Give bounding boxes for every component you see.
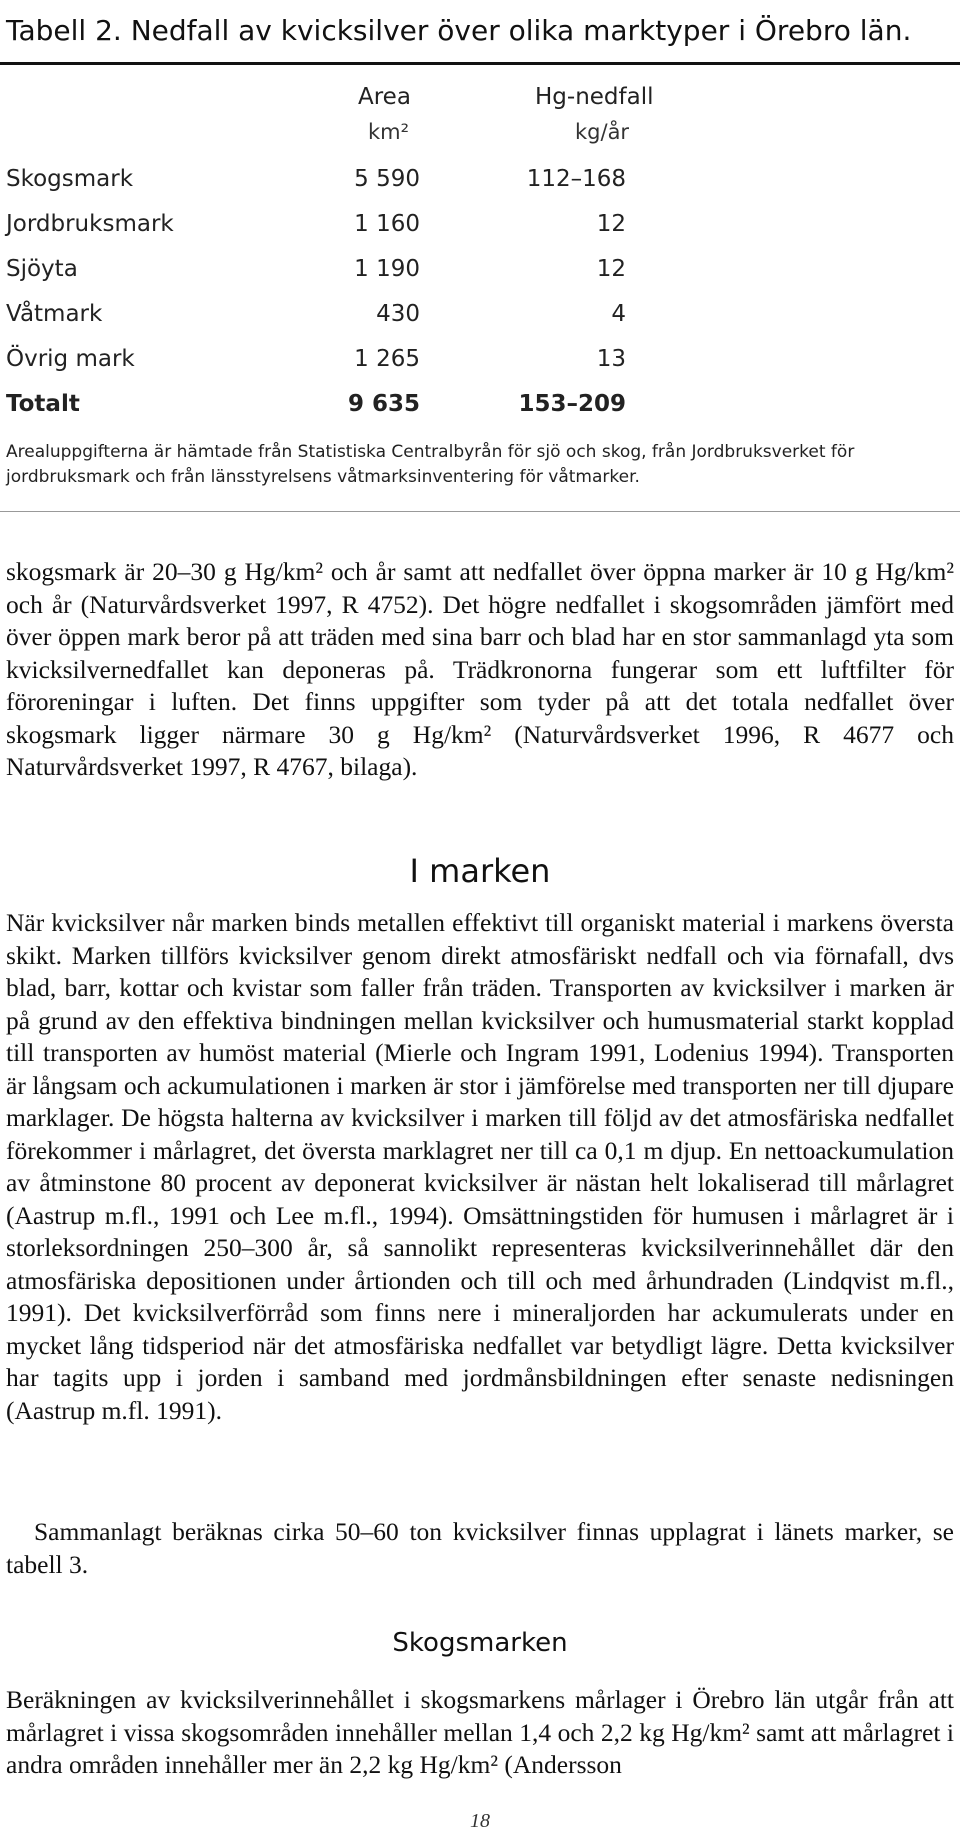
section-heading-skogsmarken: Skogsmarken <box>392 1628 568 1658</box>
table-row <box>6 166 626 206</box>
row-label: Våtmark <box>6 301 103 327</box>
column-header-area: Area <box>358 84 411 110</box>
row-label: Övrig mark <box>6 346 135 372</box>
row-area: 1 265 <box>354 346 420 372</box>
total-hg: 153–209 <box>518 391 626 417</box>
row-hg: 13 <box>596 346 626 372</box>
section-heading-marken: I marken <box>409 852 551 890</box>
row-hg: 4 <box>611 301 626 327</box>
paragraph-2: När kvicksilver når marken binds metallen effektivt till organiskt material i markens översta skikt. Marken tillförs kvicksilver genom direkt atmosfäriskt nedfall och via förnafall, dvs blad, barr, kottar och kvistar som faller från träden. Transporten av kvicksilver i marken är på grund av den effektiva bindningen mellan kvicksilver och humusmaterial starkt kopplad till transporten av humöst material (Mierle och Ingram 1991, Lodenius 1994). Transporten är långsam och ackumulationen i marken är stor i jämförelse med transporten ner till djupare marklager. De högsta halterna av kvicksilver i marken till följd av det atmosfäriska nedfallet förekommer i mårlagret, det översta marklagret ner till ca 0,1 m djup. En nettoackumulation av åtminstone 80 procent av deponerat kvicksilver är nästan helt lokaliserad till mårlagret (Aastrup m.fl., 1991 och Lee m.fl., 1994). Omsättningstiden för humusen i mårlagret är i storleksordningen 250–300 år, så sannolikt representeras kvicksilverinnehållet där den atmosfäriska depositionen under årtionden och till och med århundraden (Lindqvist m.fl., 1991). Det kvicksilverförråd som finns nere i mineraljorden har ackumulerats under en mycket lång tidsperiod när det atmosfäriska nedfallet var betydligt lägre. Detta kvicksilver har tagits upp i jorden i samband med jordmånsbildningen efter senaste nedisningen (Aastrup m.fl. 1991). <box>6 908 954 1425</box>
table-row <box>6 211 626 251</box>
row-label: Jordbruksmark <box>6 211 174 237</box>
column-header-hg: Hg-nedfall <box>535 84 654 110</box>
row-hg: 112–168 <box>526 166 626 192</box>
row-area: 1 160 <box>354 211 420 237</box>
table-row <box>6 256 626 296</box>
paragraph-4: Beräkningen av kvicksilverinnehållet i skogsmarkens mårlager i Örebro län utgår från att mårlagret i vissa skogsområden innehåller mellan 1,4 och 2,2 kg Hg/km² samt att mårlagret i andra områden innehåller mer än 2,2 kg Hg/km² (Andersson <box>6 1685 954 1779</box>
title-rule <box>0 62 960 65</box>
row-label: Sjöyta <box>6 256 78 282</box>
page-number: 18 <box>470 1810 490 1832</box>
total-label: Totalt <box>6 391 80 417</box>
row-area: 5 590 <box>354 166 420 192</box>
row-area: 1 190 <box>354 256 420 282</box>
paragraph-3: Sammanlagt beräknas cirka 50–60 ton kvicksilver finnas upplagrat i länets marker, se tabell 3. <box>6 1517 954 1579</box>
row-hg: 12 <box>596 211 626 237</box>
table-row <box>6 301 626 341</box>
table-title: Tabell 2. Nedfall av kvicksilver över olika marktyper i Örebro län. <box>6 14 912 47</box>
row-hg: 12 <box>596 256 626 282</box>
row-area: 430 <box>376 301 420 327</box>
paragraph-1: skogsmark är 20–30 g Hg/km² och år samt att nedfallet över öppna marker är 10 g Hg/km² och år (Naturvårdsverket 1997, R 4752). Det högre nedfallet i skogsområden jämfört med över öppen mark beror på att träden med sina barr och blad har en stor sammanlagd yta som kvicksilvernedfallet kan deponeras på. Trädkronorna fungerar som ett luftfilter för föroreningar i luften. Det finns uppgifter som tyder på att det totala nedfallet över skogsmark ligger närmare 30 g Hg/km² (Naturvårdsverket 1996, R 4677 och Naturvårdsverket 1997, R 4767, bilaga). <box>6 557 954 781</box>
table-total-row <box>6 391 626 431</box>
column-unit-hg: kg/år <box>575 120 630 144</box>
table-row <box>6 346 626 386</box>
row-label: Skogsmark <box>6 166 134 192</box>
total-area: 9 635 <box>347 391 420 417</box>
column-unit-area: km² <box>368 120 410 144</box>
table-rule <box>0 511 960 512</box>
table-footnote: Arealuppgifterna är hämtade från Statistiska Centralbyrån för sjö och skog, från Jordbruksverket för jordbruksmark och från länsstyrelsens våtmarksinventering för våtmarker. <box>6 442 855 487</box>
